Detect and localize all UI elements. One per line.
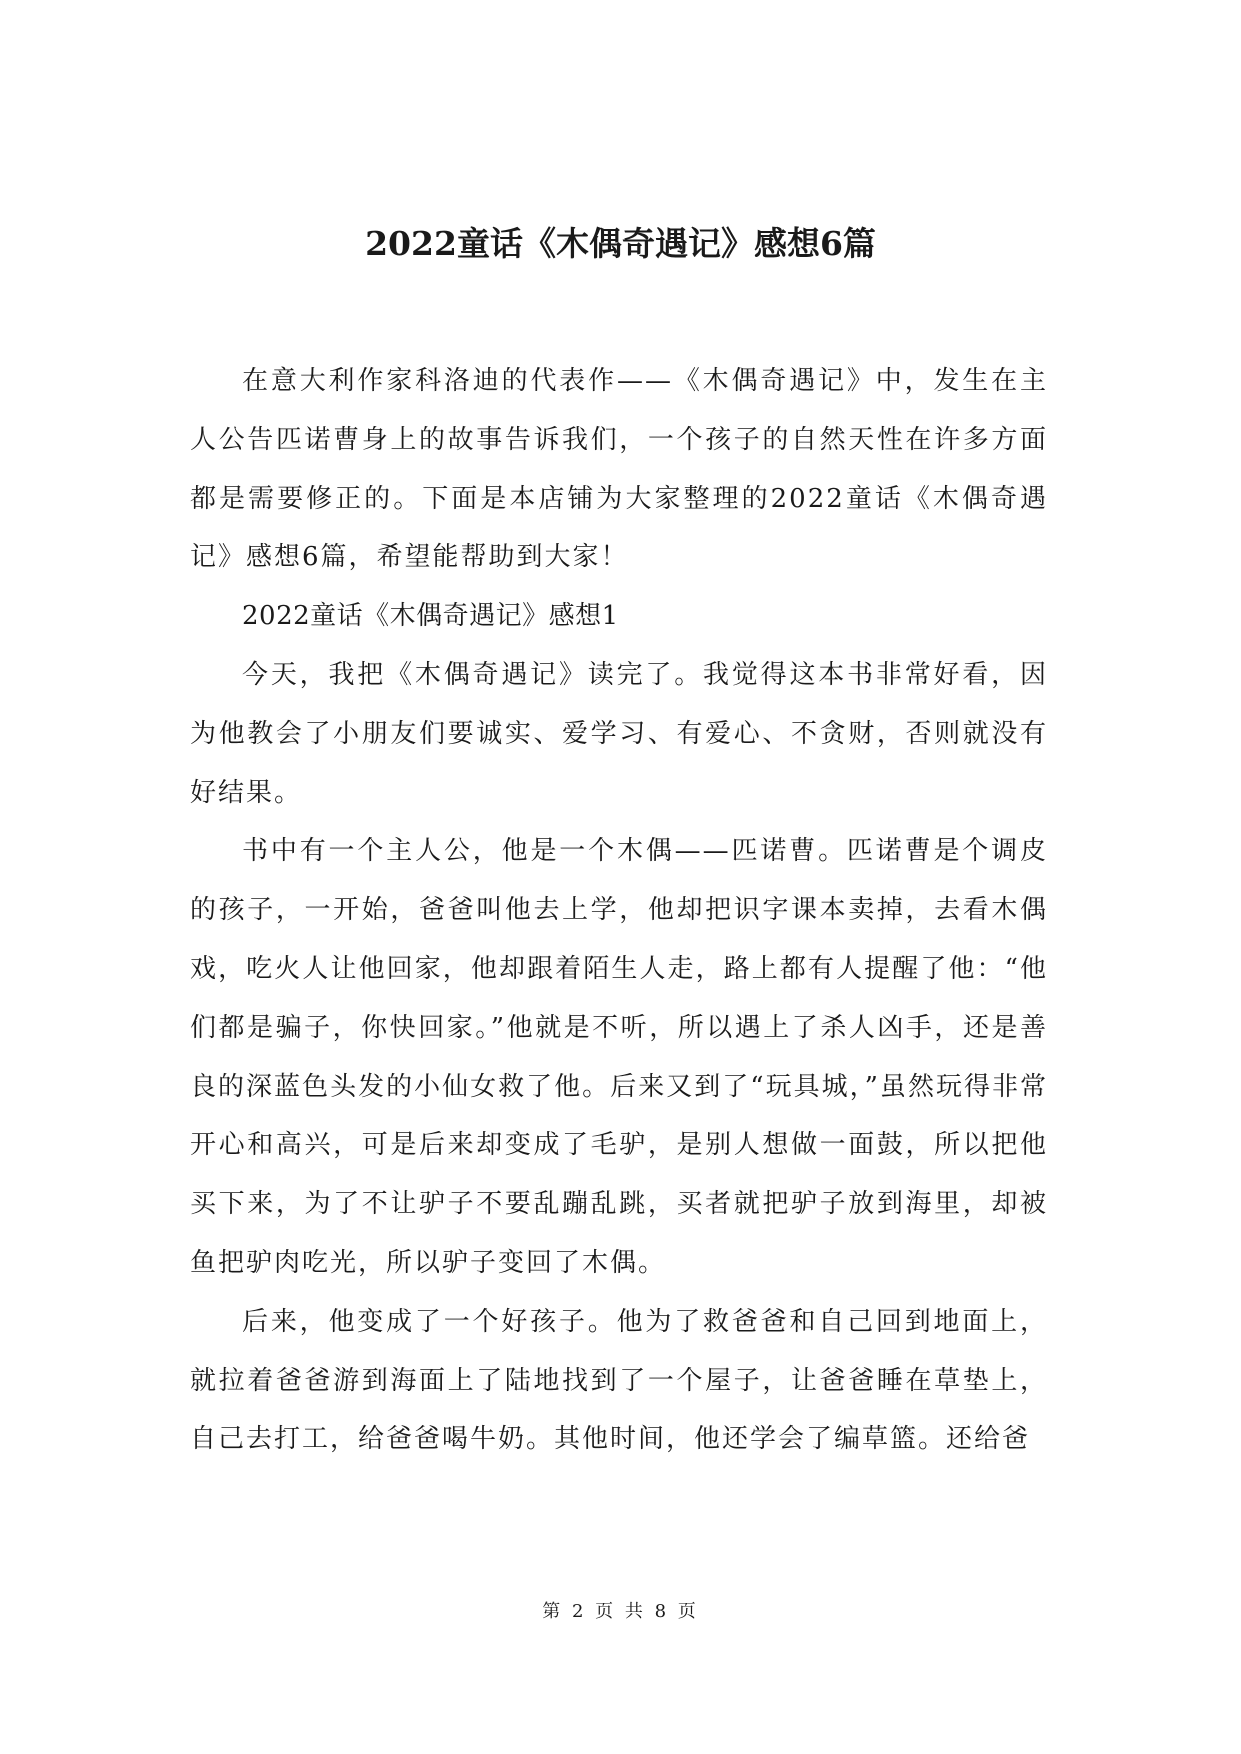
section-heading: 2022童话《木偶奇遇记》感想1 xyxy=(242,601,619,632)
page-number-footer: 第 2 页 共 8 页 xyxy=(542,1601,699,1622)
body-paragraph: 今天，我把《木偶奇遇记》读完了。我觉得这本书非常好看，因为他教会了小朋友们要诚实、爱学习、有爱心、不贪财，否则就没有好结果。 xyxy=(190,659,1048,808)
document-title: 2022童话《木偶奇遇记》感想6篇 xyxy=(365,224,876,263)
body-paragraph: 书中有一个主人公，他是一个木偶——匹诺曹。匹诺曹是个调皮的孩子，一开始，爸爸叫他去上学，他却把识字课本卖掉，去看木偶戏，吃火人让他回家，他却跟着陌生人走，路上都有人提醒了他：“他们都是骗子，你快回家。”他就是不听，所以遇上了杀人凶手，还是善良的深蓝色头发的小仙女救了他。后来又到了“玩具城，”虽然玩得非常开心和高兴，可是后来却变成了毛驴，是别人想做一面鼓，所以把他买下来，为了不让驴子不要乱蹦乱跳，买者就把驴子放到海里，却被鱼把驴肉吃光，所以驴子变回了木偶。 xyxy=(190,836,1048,1278)
body-paragraph: 后来，他变成了一个好孩子。他为了救爸爸和自己回到地面上，就拉着爸爸游到海面上了陆地找到了一个屋子，让爸爸睡在草垫上，自己去打工，给爸爸喝牛奶。其他时间，他还学会了编草篮。还给爸 xyxy=(190,1306,1048,1455)
document-body xyxy=(190,352,1048,1469)
intro-paragraph: 在意大利作家科洛迪的代表作——《木偶奇遇记》中，发生在主人公告匹诺曹身上的故事告诉我们，一个孩子的自然天性在许多方面都是需要修正的。下面是本店铺为大家整理的2022童话《木偶奇遇记》感想6篇，希望能帮助到大家！ xyxy=(190,366,1048,573)
